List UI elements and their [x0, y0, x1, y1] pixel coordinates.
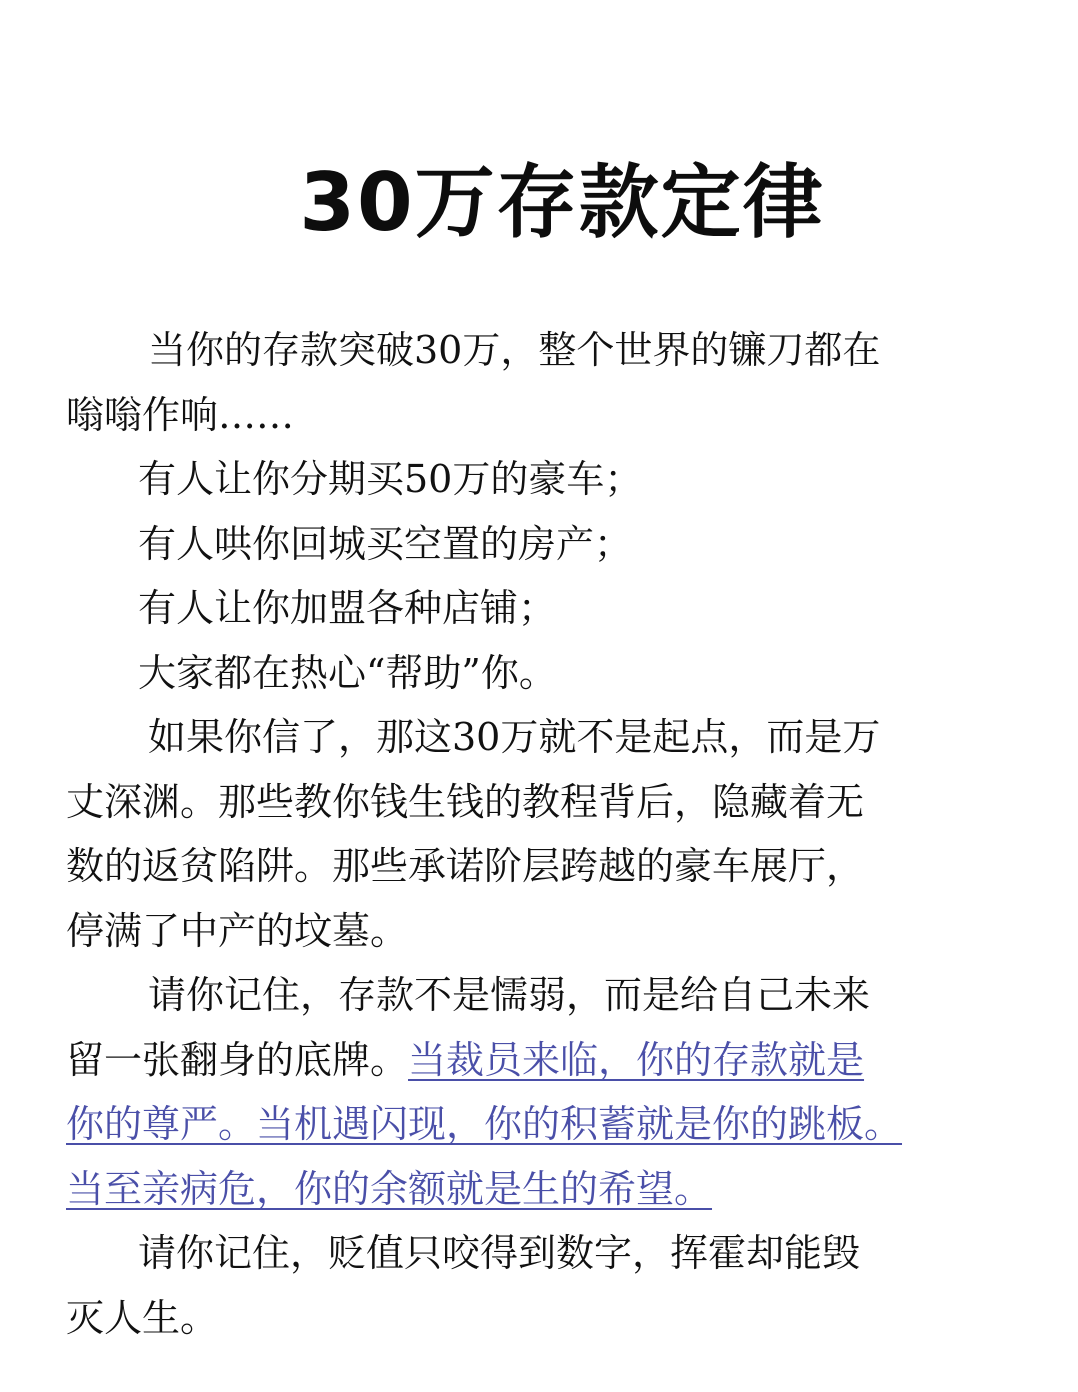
paragraph-line: 嗡嗡作响…… — [66, 392, 295, 437]
paragraph-line: 停满了中产的坟墓。 — [66, 908, 409, 953]
paragraph-line: 有人哄你回城买空置的房产； — [138, 521, 633, 566]
paragraph-line: 当你的存款突破30万，整个世界的镰刀都在 — [148, 328, 881, 372]
page-title: 30万存款定律 — [299, 156, 825, 249]
paragraph-line: 有人让你分期买50万的豪车； — [138, 457, 643, 501]
paragraph-line: 灭人生。 — [66, 1295, 219, 1340]
paragraph-line: 数的返贫陷阱。那些承诺阶层跨越的豪车展厅， — [66, 844, 865, 888]
paragraph-line-mixed — [66, 1028, 946, 1093]
paragraph-line: 请你记住，存款不是懦弱，而是给自己未来 — [148, 973, 871, 1017]
paragraph-line: 如果你信了，那这30万就不是起点，而是万 — [148, 715, 881, 759]
paragraph-line: 大家都在热心“帮助”你。 — [138, 650, 557, 695]
highlighted-text: 当裁员来临，你的存款就是 — [408, 1037, 865, 1082]
highlighted-text: 你的尊严。当机遇闪现，你的积蓄就是你的跳板。 — [66, 1102, 903, 1146]
article-body — [66, 318, 946, 1350]
paragraph-line: 丈深渊。那些教你钱生钱的教程背后，隐藏着无 — [66, 779, 865, 824]
paragraph-line-highlighted — [66, 1092, 946, 1157]
paragraph-line: 请你记住，贬值只咬得到数字，挥霍却能毁 — [138, 1231, 861, 1275]
paragraph-line-highlighted — [66, 1157, 946, 1222]
highlighted-text: 当至亲病危，你的余额就是生的希望。 — [66, 1166, 713, 1211]
plain-text: 留一张翻身的底牌。 — [66, 1037, 409, 1082]
paragraph-line: 有人让你加盟各种店铺； — [138, 586, 557, 630]
